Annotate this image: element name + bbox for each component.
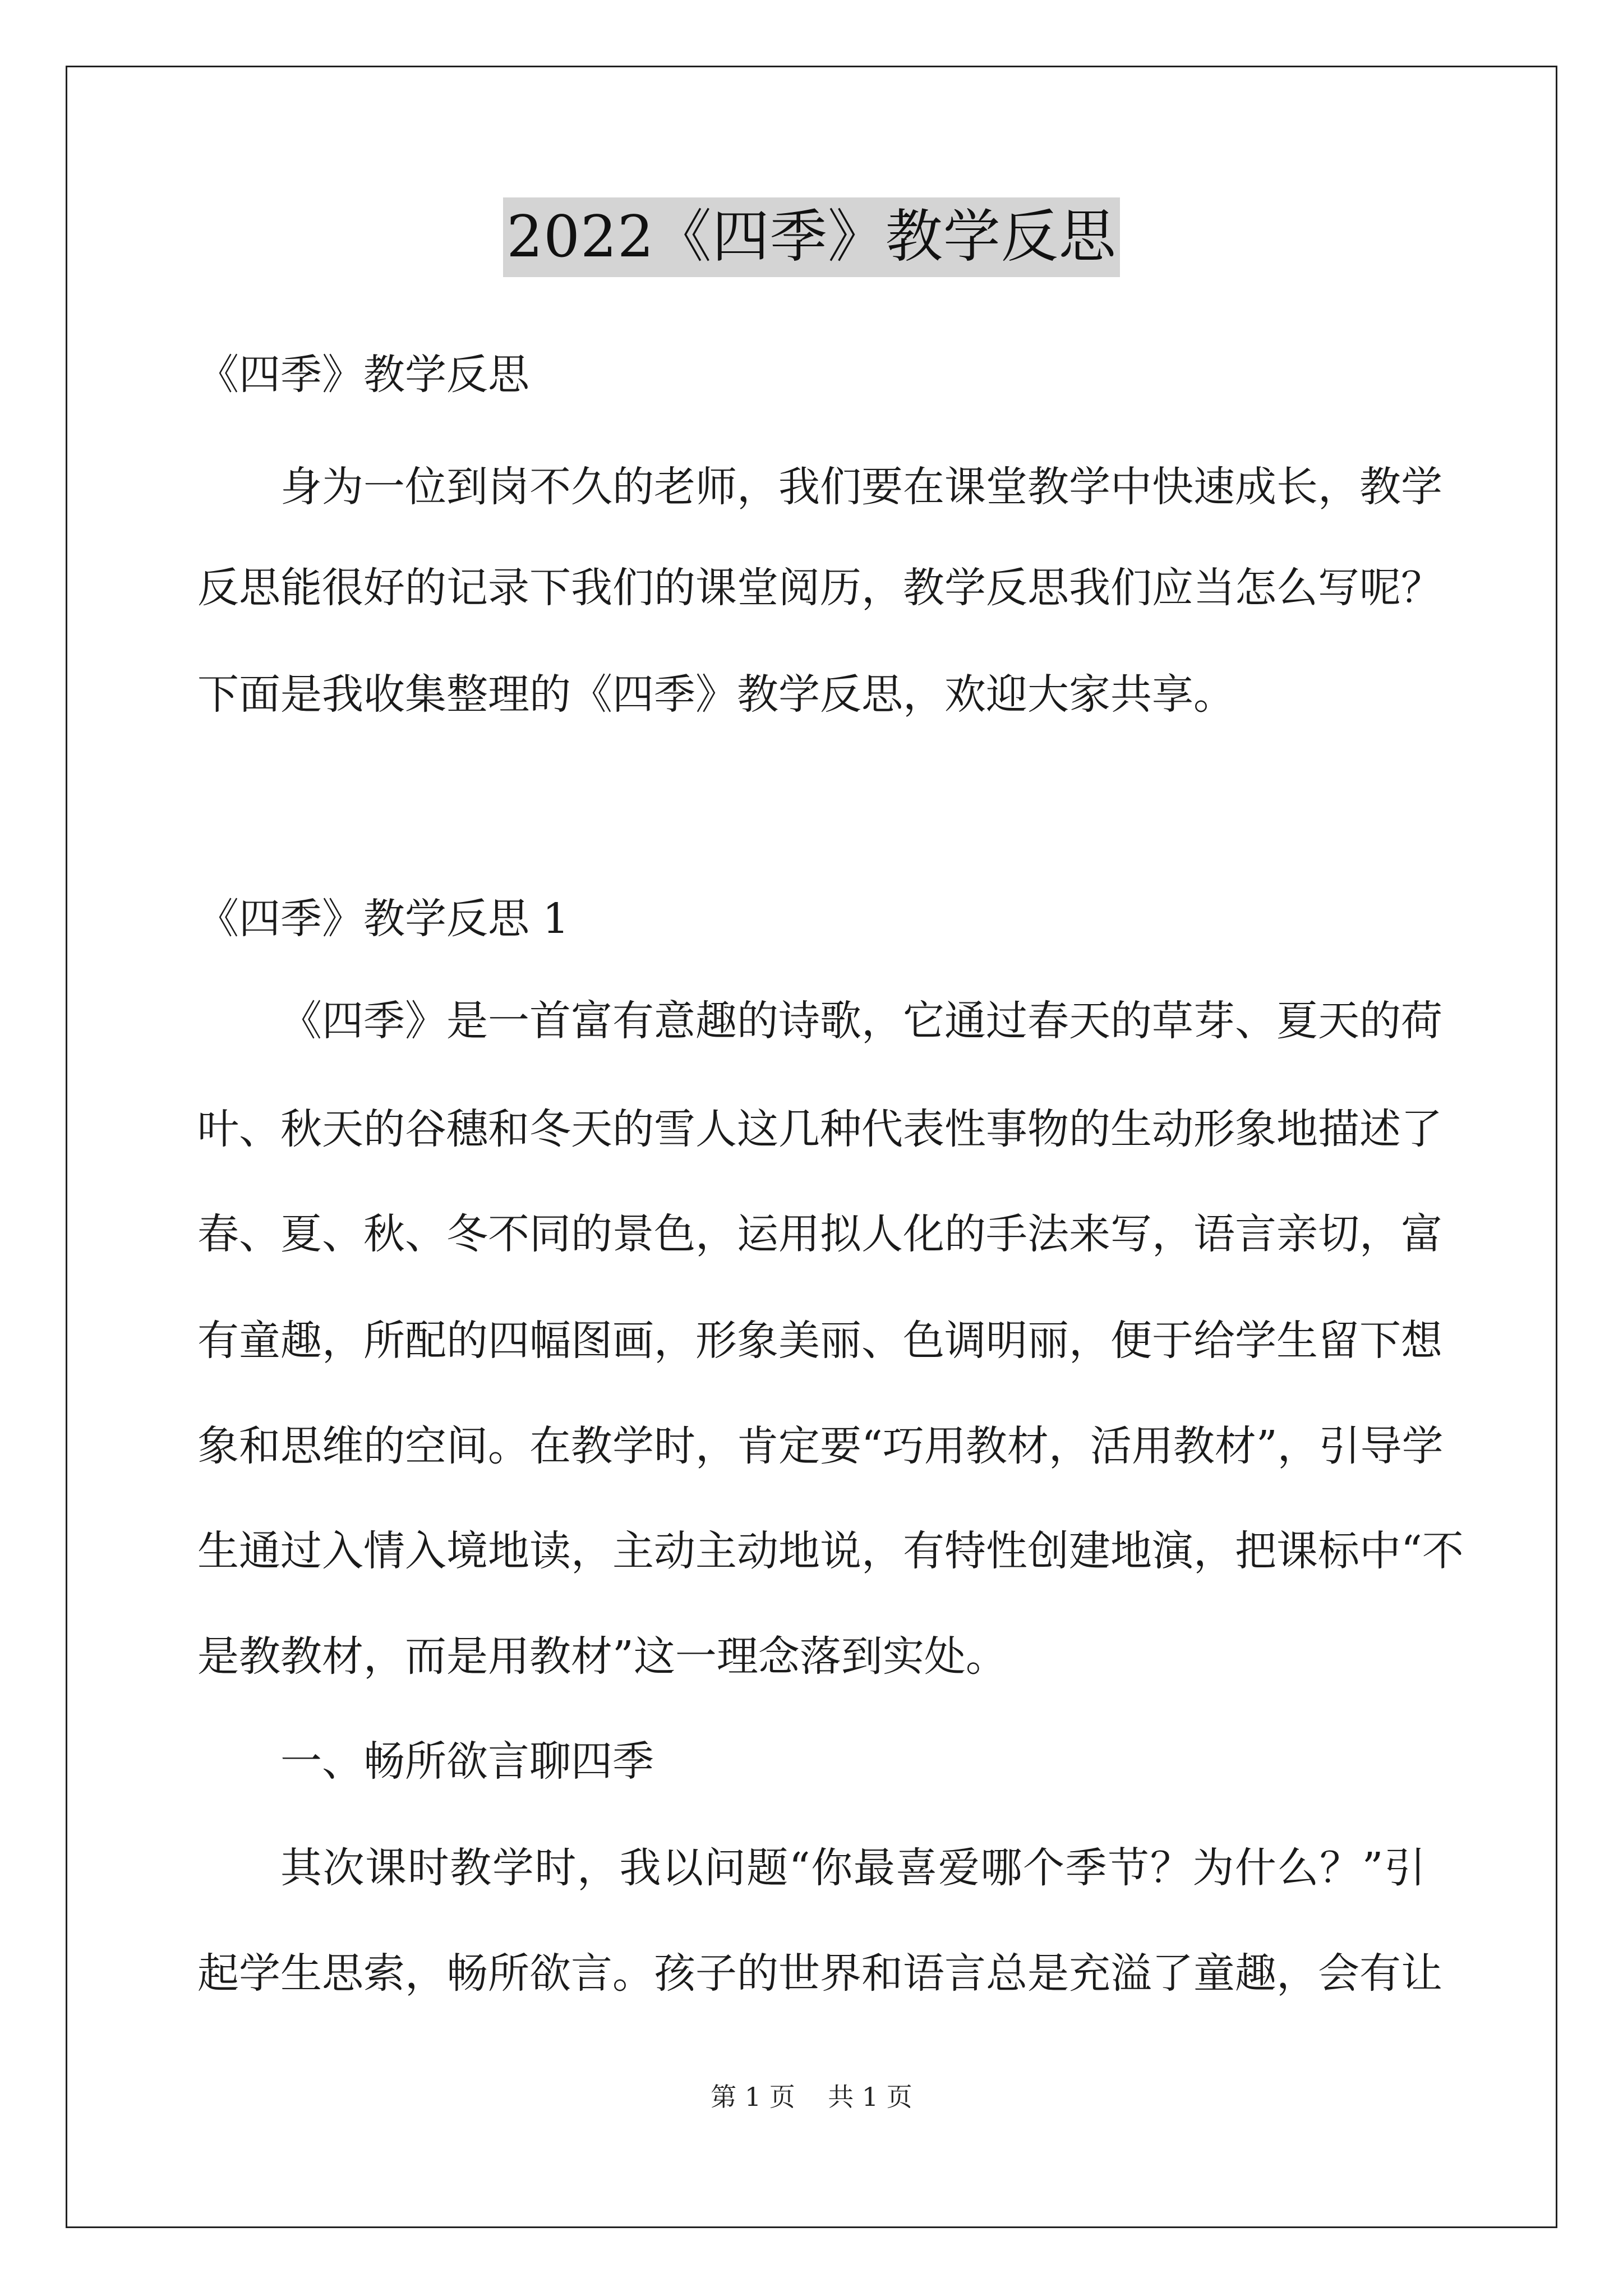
section1-line: 是教教材，而是用教材”这一理念落到实处。 xyxy=(197,1632,1007,1681)
title-container xyxy=(0,197,1623,277)
section1-line: 有童趣，所配的四幅图画，形象美丽、色调明丽，便于给学生留下想 xyxy=(197,1317,1442,1365)
intro-line: 身为一位到岗不久的老师，我们要在课堂教学中快速成长，教学 xyxy=(280,463,1442,511)
page-number: 第 1 页 xyxy=(711,2082,795,2112)
section-heading: 《四季》教学反思 1 xyxy=(197,895,569,943)
paragraph-line: 其次课时教学时，我以问题“你最喜爱哪个季节？为什么？”引 xyxy=(280,1844,1426,1892)
section1-line: 春、夏、秋、冬不同的景色，运用拟人化的手法来写，语言亲切，富 xyxy=(197,1210,1442,1258)
paragraph-line: 起学生思索，畅所欲言。孩子的世界和语言总是充溢了童趣，会有让 xyxy=(197,1949,1442,1998)
subheading: 一、畅所欲言聊四季 xyxy=(280,1737,654,1786)
page-footer xyxy=(0,2080,1623,2114)
intro-line: 下面是我收集整理的《四季》教学反思，欢迎大家共享。 xyxy=(197,670,1235,719)
section1-line: 象和思维的空间。在教学时，肯定要“巧用教材，活用教材”，引导学 xyxy=(197,1422,1444,1470)
section1-line: 生通过入情入境地读，主动主动地说，有特性创建地演，把课标中“不 xyxy=(197,1527,1464,1575)
document-title: 2022《四季》教学反思 xyxy=(503,197,1120,277)
main-heading: 《四季》教学反思 xyxy=(197,351,529,399)
section1-line: 《四季》是一首富有意趣的诗歌，它通过春天的草芽、夏天的荷 xyxy=(280,997,1442,1045)
intro-line: 反思能很好的记录下我们的课堂阅历，教学反思我们应当怎么写呢？ xyxy=(197,564,1442,612)
section1-line: 叶、秋天的谷穗和冬天的雪人这几种代表性事物的生动形象地描述了 xyxy=(197,1105,1442,1153)
page-total: 共 1 页 xyxy=(828,2082,912,2112)
